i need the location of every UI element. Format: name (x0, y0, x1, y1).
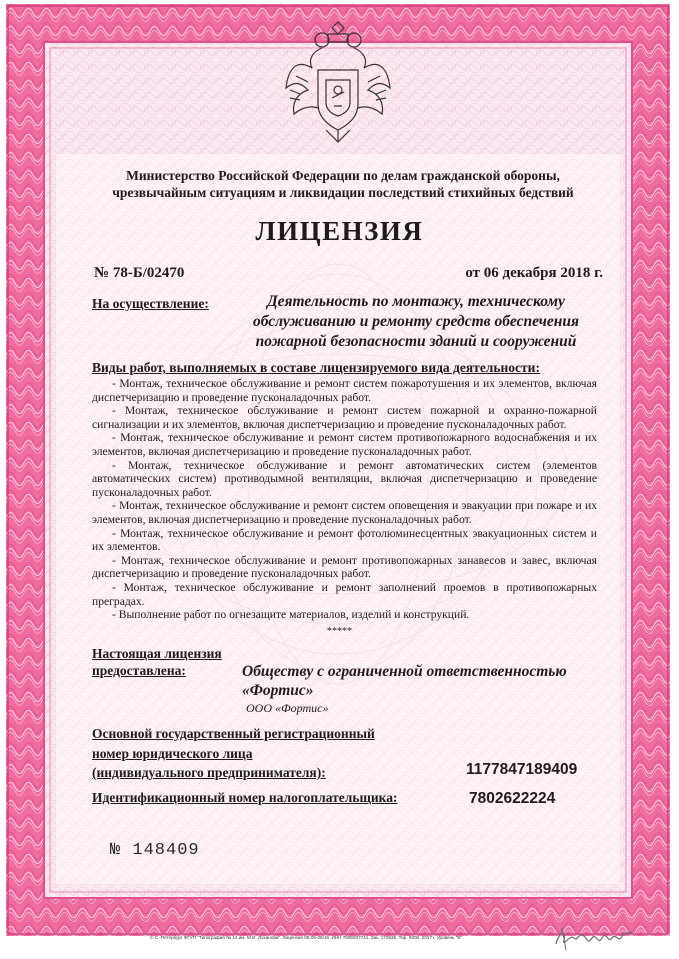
inn-value: 7802622224 (469, 790, 556, 807)
license-date: от 06 декабря 2018 г. (465, 265, 603, 281)
provided-label-line-1: Настоящая лицензия (92, 646, 222, 661)
organization-name: Обществу с ограниченной ответственностью «Фортис» (242, 663, 567, 699)
license-number: № 78-Б/02470 (94, 265, 185, 281)
russian-coat-of-arms-icon (282, 14, 394, 146)
document-title: ЛИЦЕНЗИЯ (255, 216, 424, 246)
inn-label: Идентификационный номер налогоплательщика: (92, 790, 398, 805)
work-item: - Монтаж, техническое обслуживание и ремонт систем противопожарного водоснабжения и их элементов, включая диспетчеризацию и проведение пусконаладочных работ. (92, 431, 597, 458)
work-item: - Монтаж, техническое обслуживание и ремонт систем пожаротушения и их элементов, включая диспетчеризацию и проведение пусконаладочных работ. (92, 377, 597, 404)
separator: ***** (327, 626, 352, 637)
activity-description: Деятельность по монтажу, техническому обслуживанию и ремонту средств обеспечения пожарной безопасности зданий и сооружений (252, 293, 579, 350)
printer-imprint: © С.-Петербург ФГУП "Типография № 12 им. М.И. Лоханова". Лицензия 05-05-09/19. ИНН 7806037741. Зак. 170828. Тир. 6000. 2017 г. Уровень "Б" (150, 935, 463, 940)
ministry-heading: Министерство Российской Федерации по делам гражданской обороны, чрезвычайным ситуациям и ликвидации последствий стихийных бедствий (112, 168, 574, 200)
work-item: - Монтаж, техническое обслуживание и ремонт автоматических систем (элементов автоматических систем) противодымной вентиляции, включая диспетчеризацию и проведение пусконаладочных работ. (92, 458, 597, 499)
work-item: - Выполнение работ по огнезащите материалов, изделий и конструкций. (112, 608, 470, 622)
ogrn-label-line: Основной государственный регистрационный (92, 726, 375, 741)
ogrn-value: 1177847189409 (466, 761, 578, 778)
handwritten-signature (552, 924, 636, 952)
work-item: - Монтаж, техническое обслуживание и ремонт фотолюминесцентных эвакуационных систем и их элементов. (92, 526, 597, 554)
work-item: - Монтаж, техническое обслуживание и ремонт систем оповещения и эвакуации при пожаре и их элементов, включая диспетчеризацию и проведение пусконаладочных работ. (92, 499, 597, 526)
work-item: - Монтаж, техническое обслуживание и ремонт противопожарных занавесов и завес, включая диспетчеризацию и проведение пусконаладочных работ. (92, 553, 597, 581)
provided-label-line-2: предоставлена: (92, 663, 186, 678)
works-list (92, 377, 597, 622)
work-item: - Монтаж, техническое обслуживание и ремонт заполнений проемов в противопожарных преградах. (92, 580, 597, 608)
activity-label: На осуществление: (92, 296, 209, 311)
blank-serial-number: № 148409 (110, 841, 200, 860)
organization-short-name: ООО «Фортис» (246, 701, 329, 715)
ogrn-label-line: номер юридического лица (92, 745, 253, 761)
ogrn-label-line: (индивидуального предпринимателя): (92, 765, 326, 780)
work-item: - Монтаж, техническое обслуживание и ремонт систем пожарной и охранно-пожарной сигнализации и их элементов, включая диспетчеризацию и проведение пусконаладочных работ. (92, 404, 597, 431)
works-heading: Виды работ, выполняемых в составе лицензируемого вида деятельности: (92, 360, 540, 375)
ogrn-label (92, 724, 392, 783)
